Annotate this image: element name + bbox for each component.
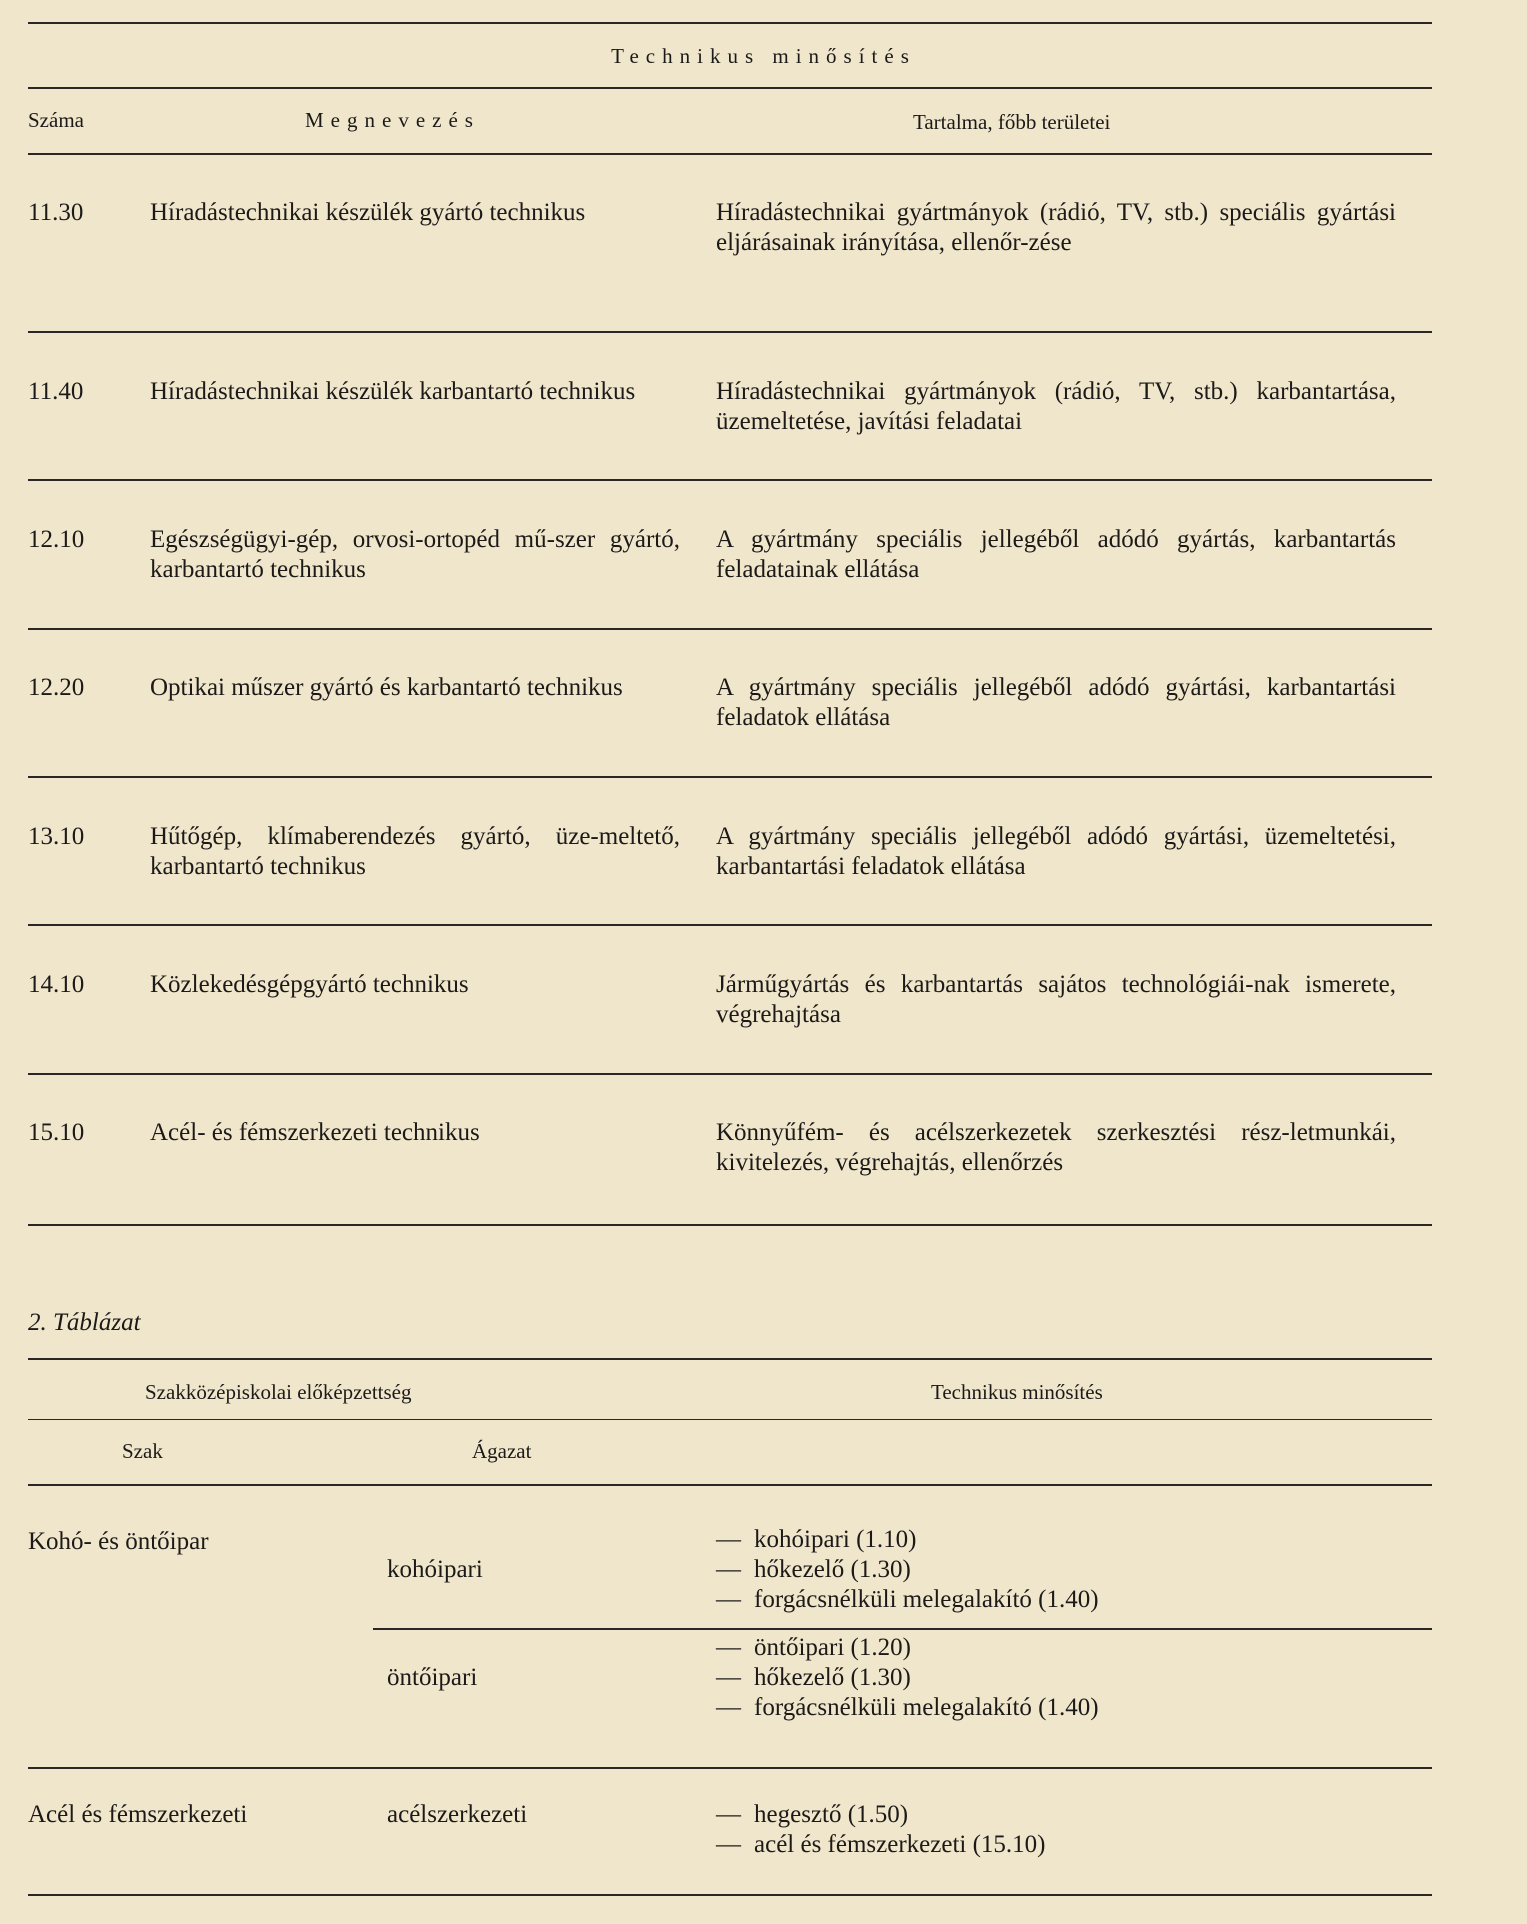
row-description: Könnyűfém- és acélszerkezetek szerkesztési rész-letmunkái, kivitelezés, végrehajtás, ellenőrzés bbox=[716, 1119, 1396, 1176]
dash-marker: — bbox=[716, 1634, 741, 1661]
table-title: Technikus minősítés bbox=[611, 44, 916, 68]
table-rule bbox=[28, 1224, 1432, 1226]
row-description: A gyártmány speciális jellegéből adódó gyártási, üzemeltetési, karbantartási feladatok ellátása bbox=[716, 823, 1396, 880]
row-description: Híradástechnikai gyártmányok (rádió, TV, stb.) speciális gyártási eljárásainak irányítása, ellenőr-zése bbox=[716, 199, 1396, 256]
dash-marker: — bbox=[716, 1694, 741, 1721]
column-header-agazat: Ágazat bbox=[472, 1439, 532, 1463]
column-header-name: Megnevezés bbox=[305, 108, 480, 132]
qualification-text: hőkezelő (1.30) bbox=[754, 1556, 911, 1583]
qualification-text: hegesztő (1.50) bbox=[754, 1801, 909, 1828]
table-rule bbox=[28, 1358, 1432, 1360]
row-divider bbox=[28, 924, 1432, 926]
dash-marker: — bbox=[716, 1586, 741, 1613]
qualification-text: hőkezelő (1.30) bbox=[754, 1664, 911, 1691]
table-caption: 2. Táblázat bbox=[28, 1309, 141, 1336]
column-header-number: Száma bbox=[28, 108, 84, 132]
column-header-prior-training: Szakközépiskolai előképzettség bbox=[145, 1380, 412, 1404]
row-divider bbox=[28, 479, 1432, 481]
qualification-list-item bbox=[716, 1830, 1046, 1860]
qualification-list-item bbox=[716, 1555, 911, 1585]
row-description: Járműgyártás és karbantartás sajátos technológiái-nak ismerete, végrehajtása bbox=[716, 971, 1396, 1028]
column-header-content: Tartalma, főbb területei bbox=[913, 110, 1111, 134]
qualification-list-item bbox=[716, 1585, 1099, 1615]
row-code: 14.10 bbox=[28, 971, 85, 998]
qualification-text: öntőipari (1.20) bbox=[754, 1634, 911, 1661]
row-divider bbox=[28, 628, 1432, 630]
row-name: Optikai műszer gyártó és karbantartó technikus bbox=[150, 674, 623, 701]
row-code: 11.40 bbox=[28, 378, 84, 405]
row-name: Híradástechnikai készülék karbantartó technikus bbox=[150, 378, 636, 405]
agazat-label: öntőipari bbox=[387, 1664, 478, 1691]
row-description: Híradástechnikai gyártmányok (rádió, TV, stb.) karbantartása, üzemeltetése, javítási feladatai bbox=[716, 378, 1396, 435]
dash-marker: — bbox=[716, 1526, 741, 1553]
row-description: A gyártmány speciális jellegéből adódó gyártás, karbantartás feladatainak ellátása bbox=[716, 526, 1396, 583]
table-rule bbox=[28, 87, 1432, 89]
row-name: Híradástechnikai készülék gyártó technikus bbox=[150, 199, 586, 226]
table-rule bbox=[28, 1894, 1432, 1896]
szak-label: Kohó- és öntőipar bbox=[28, 1528, 209, 1555]
agazat-label: kohóipari bbox=[387, 1556, 483, 1583]
row-code: 12.10 bbox=[28, 526, 85, 553]
qualification-list-item bbox=[716, 1525, 916, 1555]
row-name: Közlekedésgépgyártó technikus bbox=[150, 971, 469, 998]
agazat-label: acélszerkezeti bbox=[387, 1801, 528, 1828]
dash-marker: — bbox=[716, 1664, 741, 1691]
dash-marker: — bbox=[716, 1556, 741, 1583]
qualification-list-item bbox=[716, 1663, 911, 1693]
column-header-qualification: Technikus minősítés bbox=[931, 1380, 1103, 1404]
qualification-text: forgácsnélküli melegalakító (1.40) bbox=[754, 1586, 1099, 1613]
table-rule bbox=[28, 1419, 1432, 1420]
row-code: 13.10 bbox=[28, 823, 85, 850]
row-name: Acél- és fémszerkezeti technikus bbox=[150, 1119, 480, 1146]
row-name: Hűtőgép, klímaberendezés gyártó, üze-meltető, karbantartó technikus bbox=[150, 823, 680, 880]
branch-divider bbox=[373, 1628, 1432, 1630]
row-code: 11.30 bbox=[28, 199, 84, 226]
qualification-list-item bbox=[716, 1693, 1099, 1723]
szak-label: Acél és fémszerkezeti bbox=[28, 1801, 248, 1828]
row-code: 15.10 bbox=[28, 1119, 85, 1146]
qualification-list-item bbox=[716, 1800, 908, 1830]
qualification-text: forgácsnélküli melegalakító (1.40) bbox=[754, 1694, 1099, 1721]
dash-marker: — bbox=[716, 1831, 741, 1858]
column-header-szak: Szak bbox=[122, 1439, 163, 1463]
dash-marker: — bbox=[716, 1801, 741, 1828]
qualification-text: acél és fémszerkezeti (15.10) bbox=[754, 1831, 1046, 1858]
table-rule bbox=[28, 22, 1432, 24]
table-rule bbox=[28, 153, 1432, 155]
row-name: Egészségügyi-gép, orvosi-ortopéd mű-szer gyártó, karbantartó technikus bbox=[150, 526, 680, 583]
row-divider bbox=[28, 331, 1432, 333]
table-rule bbox=[28, 1484, 1432, 1486]
row-code: 12.20 bbox=[28, 674, 85, 701]
row-description: A gyártmány speciális jellegéből adódó gyártási, karbantartási feladatok ellátása bbox=[716, 674, 1396, 731]
row-divider bbox=[28, 1073, 1432, 1075]
qualification-text: kohóipari (1.10) bbox=[754, 1526, 917, 1553]
row-divider bbox=[28, 776, 1432, 778]
qualification-list-item bbox=[716, 1633, 911, 1663]
group-divider bbox=[28, 1767, 1432, 1769]
